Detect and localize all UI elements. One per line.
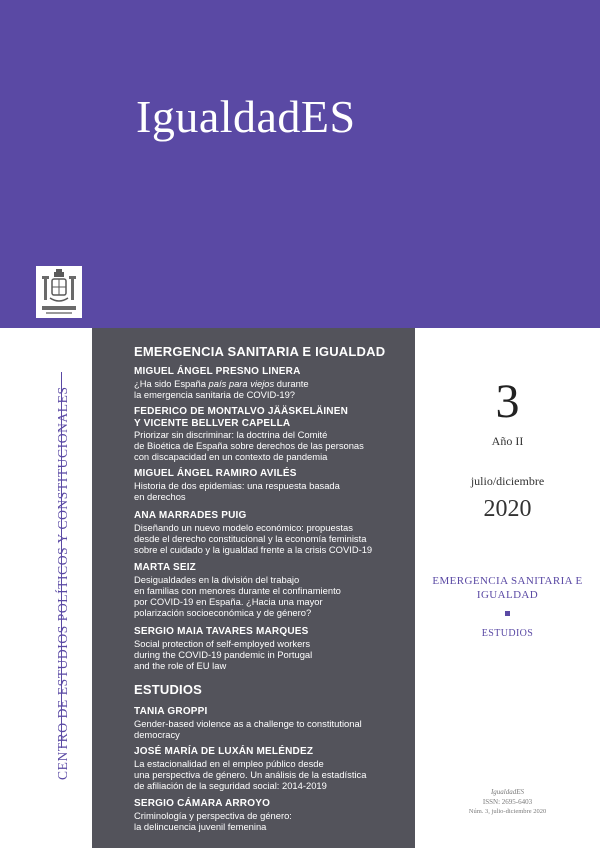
entry-title-line: por COVID-19 en España. ¿Hacia una mayor <box>134 595 323 607</box>
entry-title-line: democracy <box>134 728 180 740</box>
coat-of-arms-icon <box>36 266 82 318</box>
issue-theme: EMERGENCIA SANITARIA E IGUALDAD <box>432 575 583 601</box>
entry-title-line: Criminología y perspectiva de género: <box>134 809 292 821</box>
entry-title-line: and the role of EU law <box>134 659 227 671</box>
issue-period: julio/diciembre <box>470 474 545 488</box>
entry-title-line: con discapacidad en un contexto de pandemia <box>134 451 328 462</box>
entry-author: JOSÉ MARÍA DE LUXÁN MELÉNDEZ <box>134 746 314 757</box>
toc-entry <box>134 510 412 555</box>
entry-author: SERGIO MAIA TAVARES MARQUES <box>134 626 309 637</box>
toc-entry <box>134 406 412 462</box>
square-bullet-icon <box>505 611 510 616</box>
entry-author: TANIA GROPPI <box>134 706 208 717</box>
issue-section: ESTUDIOS <box>481 628 534 639</box>
toc-entry <box>134 366 412 400</box>
entry-title-line: sobre el cuidado y la igualdad frente a la crisis COVID-19 <box>134 543 373 555</box>
toc-entry <box>134 798 412 832</box>
toc-entry <box>134 746 412 791</box>
entry-author: FEDERICO DE MONTALVO JÄÄSKELÄINEN <box>134 406 349 417</box>
toc-entry <box>134 626 412 671</box>
header-band <box>0 0 600 328</box>
entry-author: MIGUEL ÁNGEL PRESNO LINERA <box>134 366 301 377</box>
entry-title <box>134 378 412 389</box>
entry-title-line: La estacionalidad en el empleo público desde <box>134 757 324 769</box>
entry-title-line: desde el derecho constitucional y la economía feminista <box>134 532 367 544</box>
publisher-name: CENTRO DE ESTUDIOS POLÍTICOS Y CONSTITUCIONALES <box>55 386 70 780</box>
entry-title-line: la emergencia sanitaria de COVID-19? <box>134 388 296 400</box>
entry-author: MARTA SEIZ <box>134 562 196 573</box>
journal-title: IgualdadES <box>136 91 356 142</box>
entry-title-line: Historia de dos epidemias: una respuesta basada <box>134 479 340 491</box>
section-title-emergencia: EMERGENCIA SANITARIA E IGUALDAD <box>134 344 386 359</box>
volume-year-label: Año II <box>491 434 524 448</box>
entry-title-line: during the COVID-19 pandemic in Portugal <box>134 648 313 660</box>
info-issn: ISSN: 2695-6403 <box>482 798 533 806</box>
entry-title-line: Priorizar sin discriminar: la doctrina del Comité <box>134 429 328 440</box>
publisher-sidebar <box>55 370 79 780</box>
entry-title-line: de afiliación de la seguridad social: 2014-2019 <box>134 779 327 791</box>
info-journal-name: IgualdadES <box>490 788 525 796</box>
entry-title-part: durante <box>274 377 309 389</box>
entry-title-italic: país para viejos <box>208 377 275 389</box>
contents-panel <box>92 328 415 848</box>
entry-author: SERGIO CÁMARA ARROYO <box>134 798 271 809</box>
entry-title-line: polarización socioeconómica y de género? <box>134 606 312 618</box>
entry-title-part: ¿Ha sido España <box>134 377 209 389</box>
entry-title-line: Desigualdades en la división del trabajo <box>134 573 300 585</box>
entry-title-line: una perspectiva de género. Un análisis de la estadística <box>134 768 367 780</box>
toc-entry <box>134 706 412 740</box>
entry-title-line: en derechos <box>134 490 186 502</box>
entry-title-line: Social protection of self-employed workers <box>134 637 311 649</box>
entry-title-line: Gender-based violence as a challenge to constitutional <box>134 717 362 729</box>
issue-year: 2020 <box>483 496 532 522</box>
info-issue: Núm. 3, julio-diciembre 2020 <box>468 808 547 815</box>
entry-author: Y VICENTE BELLVER CAPELLA <box>134 417 291 429</box>
entry-author: MIGUEL ÁNGEL RAMIRO AVILÉS <box>134 468 297 479</box>
issue-number: 3 <box>495 375 520 428</box>
entry-title-line: la delincuencia juvenil femenina <box>134 820 267 832</box>
toc-entry <box>134 562 412 618</box>
entry-title-line: de Bioética de España sobre derechos de las personas <box>134 440 364 451</box>
toc-entry <box>134 468 412 502</box>
entry-title-line: en familias con menores durante el confinamiento <box>134 584 341 596</box>
entry-author: ANA MARRADES PUIG <box>134 510 247 521</box>
section-title-estudios: ESTUDIOS <box>134 682 203 697</box>
entry-title-line: Diseñando un nuevo modelo económico: propuestas <box>134 521 353 533</box>
